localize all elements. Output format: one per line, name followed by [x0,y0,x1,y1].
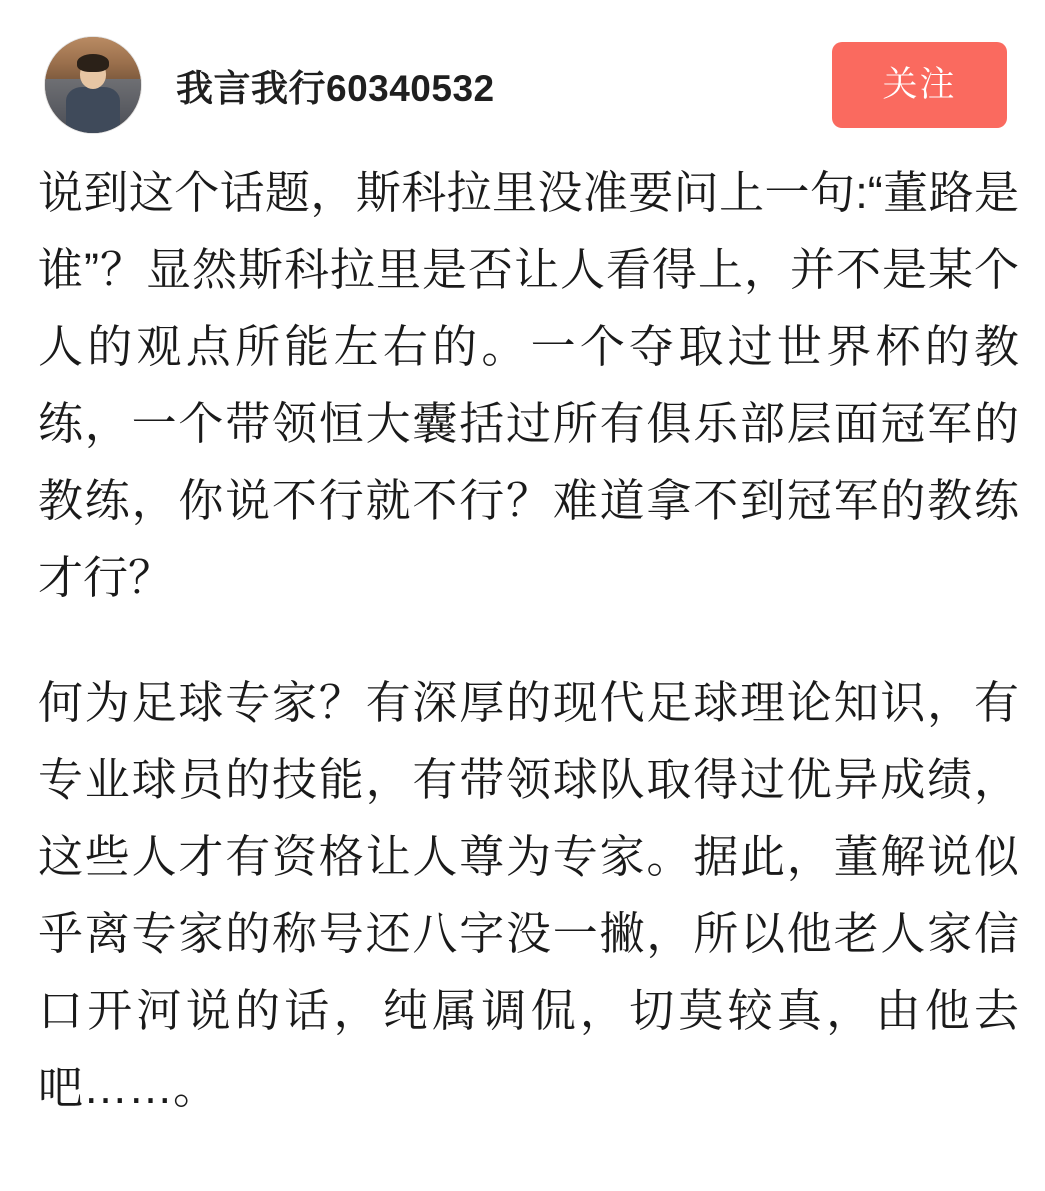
avatar-hair-shape [77,54,110,71]
author-name[interactable]: 我言我行60340532 [176,68,495,109]
article-paragraph: 何为足球专家？有深厚的现代足球理论知识，有专业球员的技能，有带领球队取得过优异成绩，这些人才有资格让人尊为专家。据此，董解说似乎离专家的称号还八字没一撇，所以他老人家信口开河说的话，纯属调侃，切莫较真，由他去吧……。 [38,677,1019,1113]
avatar[interactable] [44,36,142,134]
author-header [0,0,1045,140]
follow-button[interactable]: 关注 [832,42,1007,128]
avatar-body-shape [66,87,120,133]
article-paragraph: 说到这个话题，斯科拉里没准要问上一句:“董路是谁”？显然斯科拉里是否让人看得上，并不是某个人的观点所能左右的。一个夺取过世界杯的教练，一个带领恒大囊括过所有俱乐部层面冠军的教练，你说不行就不行？难道拿不到冠军的教练才行？ [38,167,1019,603]
article-body [0,140,1045,1126]
